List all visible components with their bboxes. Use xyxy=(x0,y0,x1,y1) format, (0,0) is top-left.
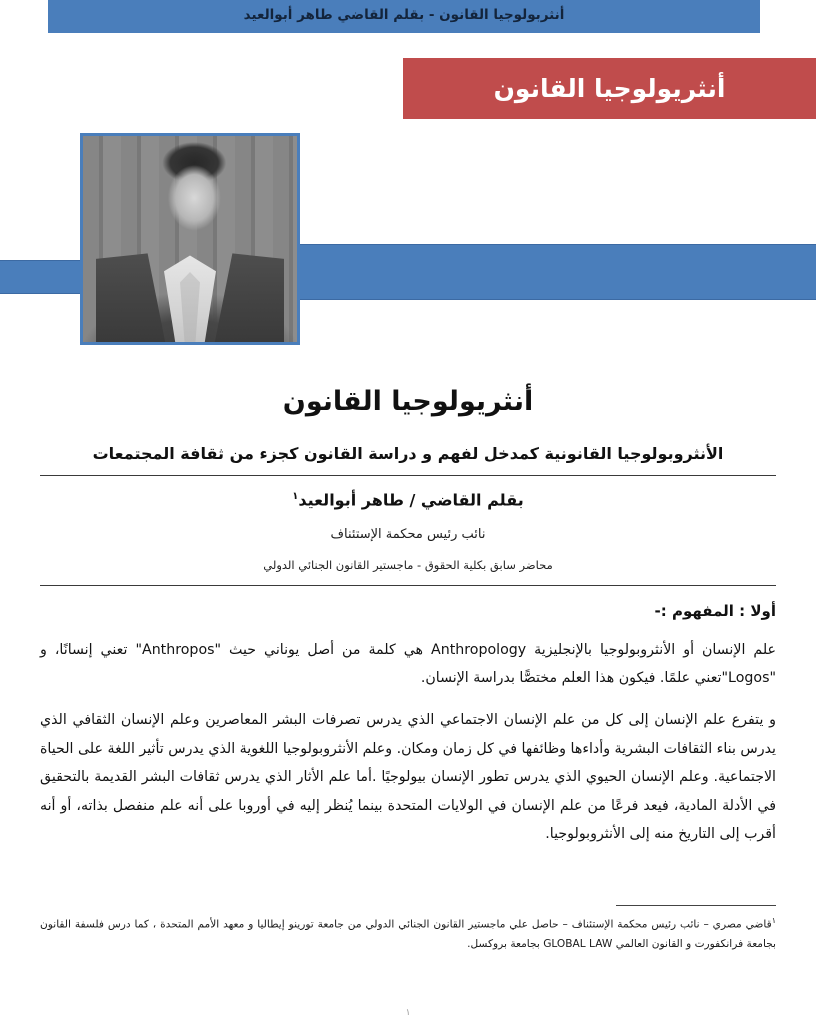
byline-text: بقلم القاضي / طاهر أبوالعيد xyxy=(298,490,524,510)
title-banner xyxy=(403,58,816,119)
footnote-body: قاضي مصري – نائب رئيس محكمة الإستئناف – حاصل علي ماجستير القانون الجنائي الدولي من جامعة تورينو إيطاليا و معهد الأمم المتحدة ، كما درس فلسفة القانون بجامعة فرانكفورت و القانون العالمي GLOBAL LAW بجامعة بروكسل. xyxy=(40,918,776,951)
body-paragraph-1: علم الإنسان أو الأنثروبولوجيا بالإنجليزية Anthropology هي كلمة من أصل يوناني حيث "Anthropos" تعني إنسانًا، و "Logos"تعني علمًا. فيكون هذا العلم مختصًّا بدراسة الإنسان. xyxy=(40,641,776,687)
page-number: ١ xyxy=(405,1008,411,1018)
divider-below-credentials xyxy=(40,585,776,586)
decorative-stripe-right xyxy=(288,244,816,300)
page-title: أنثريولوجيا القانون xyxy=(282,386,534,417)
running-head-bar xyxy=(48,0,760,33)
divider-above-byline xyxy=(40,475,776,476)
section-heading-concept: أولا : المفهوم :- xyxy=(654,602,776,621)
footnote-separator xyxy=(616,905,776,906)
running-head-text: أنثربولوجيا القانون - بقلم القاضي طاهر أبوالعيد xyxy=(243,6,565,23)
byline xyxy=(40,490,776,511)
decorative-stripe-left xyxy=(0,260,86,294)
author-portrait xyxy=(80,133,300,345)
footnote-text xyxy=(40,914,776,955)
page-subtitle: الأنثروبولوجيا القانونية كمدخل لفهم و دراسة القانون كجزء من ثقافة المجتمعات xyxy=(92,444,724,464)
byline-footnote-marker: ١ xyxy=(292,491,299,503)
author-credential-primary: نائب رئيس محكمة الإستئناف xyxy=(330,527,486,543)
title-banner-text: أنثريولوجيا القانون xyxy=(493,74,726,103)
footnote-zone xyxy=(40,905,776,955)
document-body xyxy=(40,386,776,862)
author-credential-secondary: محاضر سابق بكلية الحقوق - ماجستير القانون الجنائي الدولي xyxy=(263,558,553,573)
footnote-marker: ١ xyxy=(771,916,776,925)
body-paragraph-2: و يتفرع علم الإنسان إلى كل من علم الإنسان الاجتماعي الذي يدرس تصرفات البشر المعاصرين وعلم الإنسان الثقافي الذي يدرس بناء الثقافات البشرية وأداءها وظائفها في كل زمان ومكان. وعلم الأنثروبولوجيا اللغوية الذي يدرس تأثير اللغة على الحياة الاجتماعية. وعلم الإنسان الحيوي الذي يدرس تطور الإنسان بيولوجيًا .أما علم الأثار الذي يدرس ثقافات البشر القديمة بالتحقيق في الأدلة المادية، فيعد فرعًا من علم الإنسان في الولايات المتحدة بينما يُنظر إليه في أوروبا على أنه علم منفصل بذاته، أو أنه أقرب إلى التاريخ منه إلى الأنثروبولوجيا. xyxy=(40,712,776,843)
